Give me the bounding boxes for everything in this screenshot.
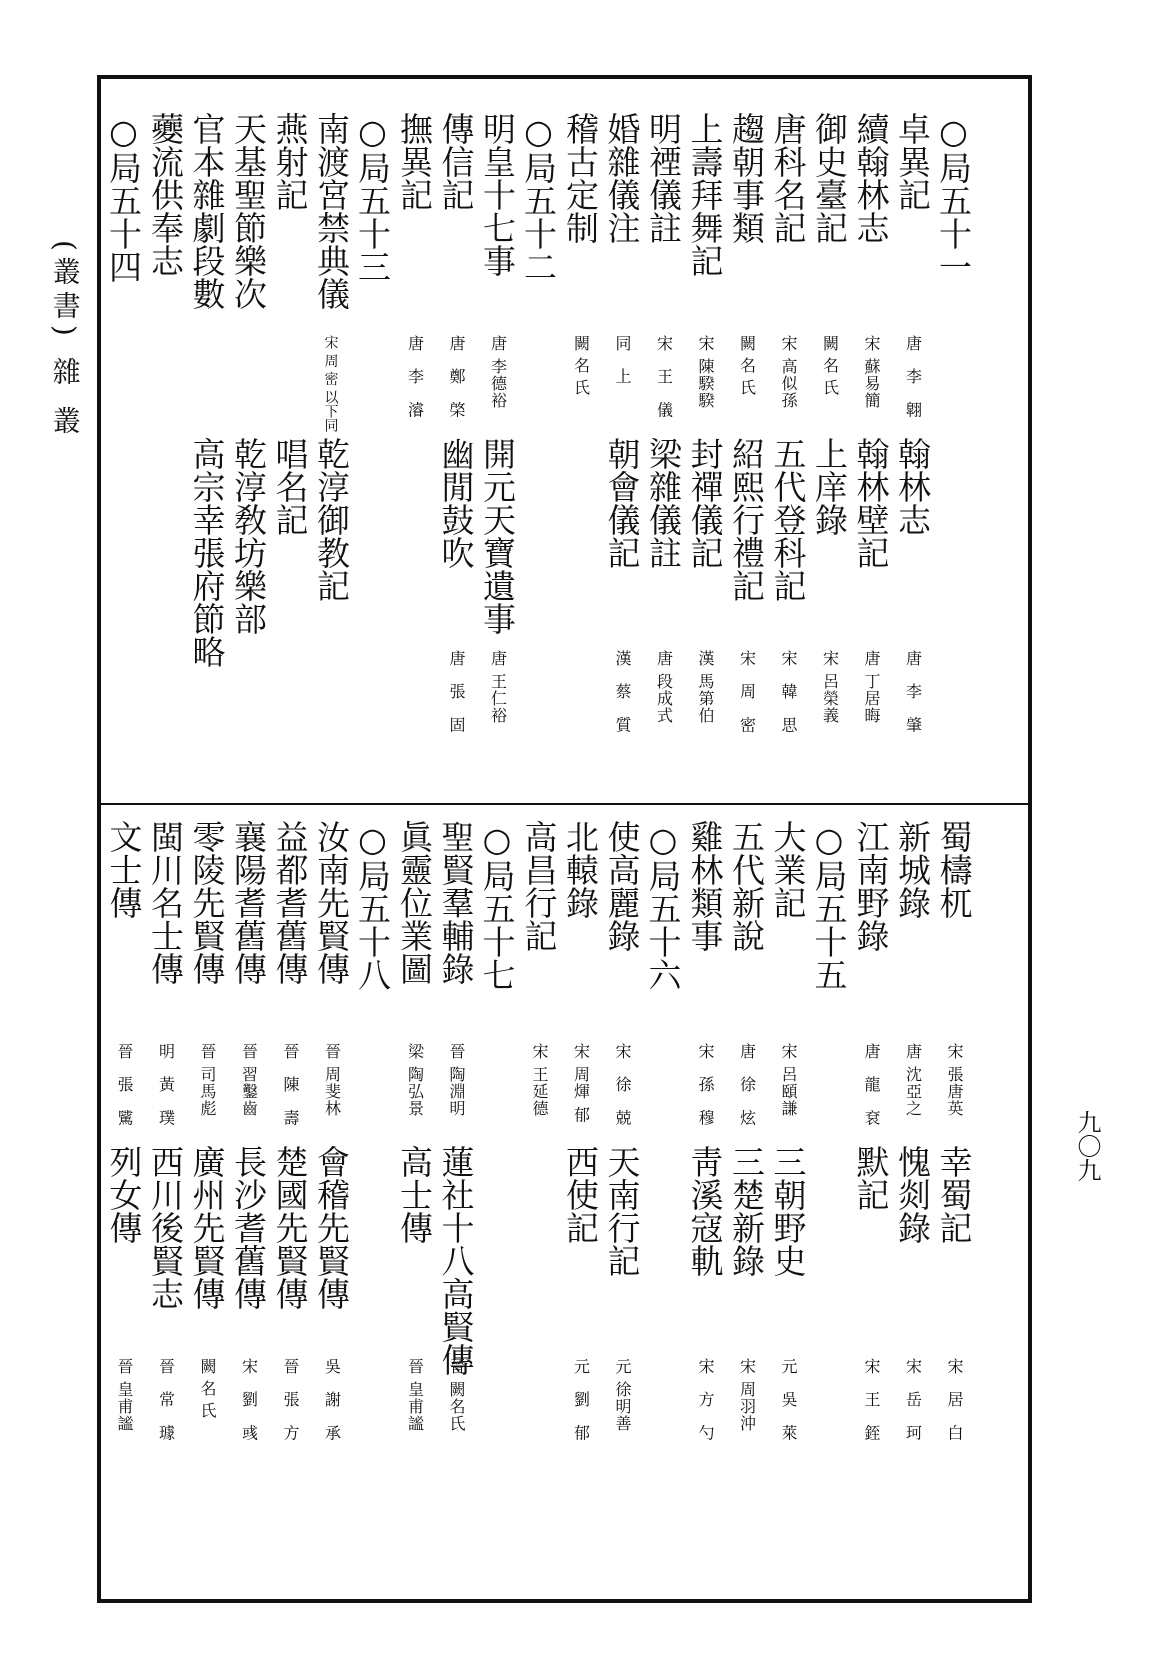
- author-name: 漢 蔡 質: [613, 650, 632, 739]
- book-title: 楚國先賢傳: [270, 1145, 310, 1310]
- author-name: 晉 張 騭: [115, 1043, 134, 1132]
- author-name: 宋 周煇 郁: [571, 1043, 591, 1124]
- author-name: 宋 岳 珂: [903, 1358, 923, 1447]
- book-title: 蜀檮杌: [934, 820, 974, 919]
- book-title: 梁雜儀註: [644, 437, 683, 569]
- book-title: 高士傳: [395, 1145, 434, 1244]
- book-title: 會稽先賢傳: [312, 1145, 351, 1310]
- book-title: 高昌行記: [519, 820, 559, 952]
- author-name: 唐 張 固: [447, 650, 466, 739]
- author-name: 晉 習鑿齒: [239, 1043, 259, 1118]
- author-name: 宋 孫 穆: [696, 1043, 715, 1132]
- author-name: 晉 陶淵明: [447, 1043, 466, 1118]
- book-title: 封禪儀記: [685, 437, 725, 569]
- book-title: 西川後賢志: [146, 1145, 185, 1310]
- book-title: 婚雜儀注: [602, 112, 642, 244]
- author-name: 宋 王延德: [530, 1043, 549, 1118]
- author-name: 唐 丁居晦: [862, 650, 881, 725]
- book-title: 北轅錄: [561, 820, 600, 919]
- book-title: 長沙耆舊傳: [229, 1145, 268, 1310]
- author-name: 漢 馬第伯: [696, 650, 715, 725]
- book-title: 燕射記: [270, 112, 310, 211]
- author-name: 唐 段成式: [654, 650, 674, 725]
- book-title: 上庠錄: [810, 437, 849, 536]
- author-name: 吳 謝 承: [322, 1358, 342, 1447]
- author-name: 闕名氏: [820, 335, 840, 401]
- book-title: 幽閒鼓吹: [436, 437, 476, 569]
- book-title: 唱名記: [270, 437, 310, 536]
- book-title: 撫異記: [395, 112, 434, 211]
- book-title: 天南行記: [602, 1145, 642, 1277]
- book-title: 開元天寶遺事: [478, 437, 517, 635]
- section-heading: ○局五十四: [104, 112, 143, 283]
- book-title: 聖賢羣輔錄: [436, 820, 476, 985]
- section-heading: ○局五十八: [353, 820, 392, 991]
- book-title: 卓異記: [893, 112, 932, 211]
- author-name: 闕名氏: [198, 1358, 217, 1424]
- section-heading: ○局五十五: [809, 820, 849, 991]
- author-name: 唐 李 肇: [903, 650, 923, 739]
- book-title: 眞靈位業圖: [395, 820, 434, 985]
- book-title: 乾淳御教記: [312, 437, 351, 602]
- section-heading: ○局五十二: [519, 112, 558, 283]
- book-title: 廣州先賢傳: [187, 1145, 227, 1310]
- author-name: 宋 周 密: [737, 650, 757, 739]
- author-name: 唐 龍 袞: [862, 1043, 881, 1132]
- book-title: 御史臺記: [810, 112, 849, 244]
- author-name: 晉 常 璩: [156, 1358, 176, 1447]
- author-name: 唐 李德裕: [488, 335, 508, 410]
- book-title: 明禋儀註: [644, 112, 683, 244]
- author-name: 晉 陳 壽: [281, 1043, 300, 1132]
- author-name: 明 黃 璞: [156, 1043, 176, 1132]
- book-title: 汝南先賢傳: [312, 820, 351, 985]
- author-name: 宋 陳騤騤: [696, 335, 715, 410]
- book-title: 朝會儀記: [602, 437, 642, 569]
- section-heading: ○局五十一: [934, 112, 973, 283]
- book-title: 紹熙行禮記: [727, 437, 766, 602]
- book-title: 翰林壁記: [851, 437, 891, 569]
- author-name: 宋 劉 彧: [239, 1358, 259, 1447]
- author-name: 晉 周斐林: [322, 1043, 342, 1118]
- book-title: 靑溪寇軌: [685, 1145, 725, 1277]
- author-name: 元 劉 郁: [571, 1358, 591, 1447]
- book-title: 五代新說: [727, 820, 766, 952]
- book-title: 官本雜劇段數: [187, 112, 227, 310]
- book-title: 默記: [851, 1145, 891, 1211]
- book-title: 幸蜀記: [934, 1145, 974, 1244]
- author-name: 宋 周羽沖: [737, 1358, 757, 1433]
- author-name: 宋 周 密 以下同: [322, 335, 339, 433]
- book-title: 高宗幸張府節略: [187, 437, 227, 668]
- author-name: 元 吳 萊: [779, 1358, 798, 1447]
- author-name: 宋 韓 思: [779, 650, 798, 739]
- book-title: 唐科名記: [768, 112, 808, 244]
- author-name: 元 徐明善: [613, 1358, 632, 1433]
- book-title: 明皇十七事: [478, 112, 517, 277]
- book-title: 翰林志: [893, 437, 932, 536]
- book-title: 虁流供奉志: [146, 112, 185, 277]
- book-title: 稽古定制: [561, 112, 600, 244]
- book-title: 文士傳: [104, 820, 144, 919]
- book-title: 列女傳: [104, 1145, 144, 1244]
- book-title: 雞林類事: [685, 820, 725, 952]
- book-title: 五代登科記: [768, 437, 808, 602]
- page-number: 九〇九: [1073, 1110, 1101, 1182]
- book-title: 大業記: [768, 820, 808, 919]
- author-name: 梁 陶弘景: [405, 1043, 425, 1118]
- book-title: 趨朝事類: [727, 112, 766, 244]
- book-title: 閩川名士傳: [146, 820, 185, 985]
- book-title: 蓮社十八高賢傳: [436, 1145, 476, 1376]
- book-title: 續翰林志: [851, 112, 891, 244]
- book-title: 南渡宮禁典儀: [312, 112, 351, 310]
- author-name: 宋 呂榮義: [820, 650, 840, 725]
- book-title: 襄陽耆舊傳: [229, 820, 268, 985]
- author-name: 晉 闕名氏: [447, 1358, 466, 1433]
- author-name: 闕名氏: [571, 335, 591, 401]
- book-title: 傳信記: [436, 112, 476, 211]
- author-name: 唐 徐 炫: [737, 1043, 757, 1132]
- section-heading: ○局五十六: [643, 820, 683, 991]
- author-name: 宋 方 勺: [696, 1358, 715, 1447]
- author-name: 晉 皇甫謐: [115, 1358, 134, 1433]
- book-title: 新城錄: [893, 820, 932, 919]
- author-name: 宋 高似孫: [779, 335, 798, 410]
- book-title: 三朝野史: [768, 1145, 808, 1277]
- margin-title: (叢書) 雜 叢: [48, 240, 82, 440]
- author-name: 晉 皇甫謐: [405, 1358, 425, 1433]
- author-name: 宋 王 儀: [654, 335, 674, 424]
- author-name: 唐 鄭 棨: [447, 335, 466, 424]
- author-name: 唐 李 濬: [405, 335, 425, 424]
- book-title: 三楚新錄: [727, 1145, 766, 1277]
- book-title: 益都耆舊傳: [270, 820, 310, 985]
- author-name: 闕名氏: [737, 335, 757, 401]
- author-name: 宋 居 白: [945, 1358, 964, 1447]
- author-name: 宋 張唐英: [945, 1043, 964, 1118]
- author-name: 宋 徐 兢: [613, 1043, 632, 1132]
- author-name: 唐 王仁裕: [488, 650, 508, 725]
- author-name: 宋 呂頤謙: [779, 1043, 798, 1118]
- author-name: 宋 王 銍: [862, 1358, 881, 1447]
- book-title: 上壽拜舞記: [685, 112, 725, 277]
- section-heading: ○局五十三: [353, 112, 392, 283]
- author-name: 晉 張 方: [281, 1358, 300, 1447]
- author-name: 同 上: [613, 335, 632, 391]
- book-title: 西使記: [561, 1145, 600, 1244]
- book-title: 江南野錄: [851, 820, 891, 952]
- book-title: 愧剡錄: [893, 1145, 932, 1244]
- book-title: 天基聖節樂次: [229, 112, 268, 310]
- author-name: 唐 李 翺: [903, 335, 923, 424]
- section-heading: ○局五十七: [477, 820, 517, 991]
- author-name: 晉 司馬彪: [198, 1043, 217, 1118]
- author-name: 唐 沈亞之: [903, 1043, 923, 1118]
- register-divider: [97, 803, 1032, 805]
- book-title: 使高麗錄: [602, 820, 642, 952]
- book-title: 零陵先賢傳: [187, 820, 227, 985]
- author-name: 宋 蘇易簡: [862, 335, 881, 410]
- book-title: 乾淳敎坊樂部: [229, 437, 268, 635]
